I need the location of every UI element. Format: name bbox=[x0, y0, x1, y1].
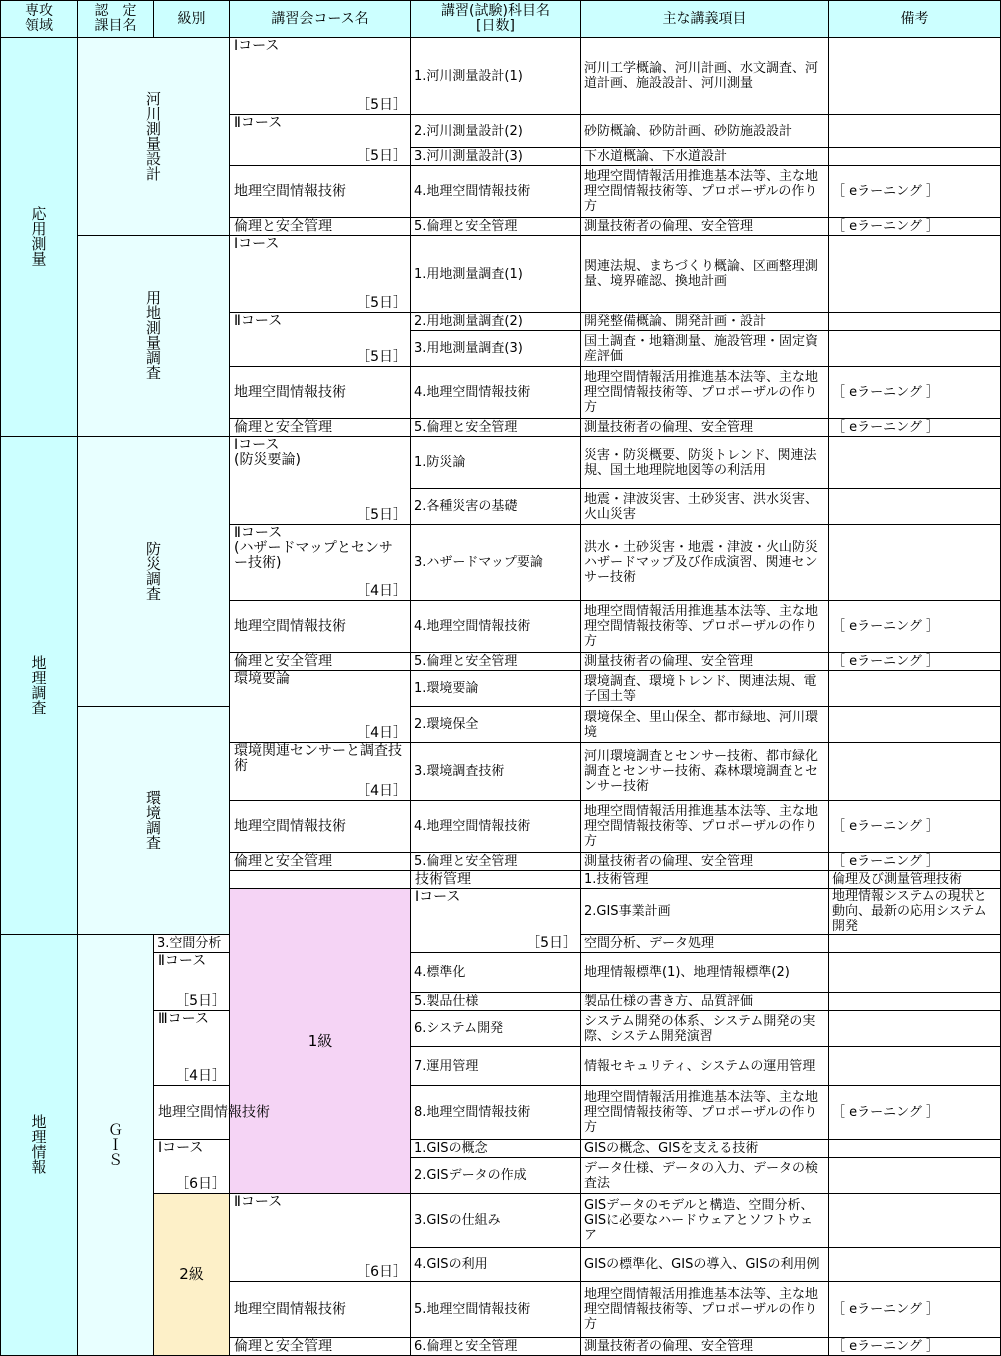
lecture-items: 測量技術者の倫理、安全管理 bbox=[581, 1338, 829, 1356]
course-days: ［4日］ bbox=[356, 783, 407, 799]
course-name: Ⅰコース bbox=[234, 236, 280, 252]
course-cell bbox=[411, 889, 581, 953]
lecture-items: 情報セキュリティ、システムの運用管理 bbox=[581, 1047, 829, 1086]
remarks bbox=[829, 1047, 1001, 1086]
remarks bbox=[829, 1140, 1001, 1158]
remarks bbox=[829, 115, 1001, 148]
remarks bbox=[829, 331, 1001, 367]
exam-subject: 4.地理空間情報技術 bbox=[411, 801, 581, 853]
certified-subject-label: 用 地 測 量 調 査 bbox=[145, 289, 161, 382]
course-days: ［4日］ bbox=[356, 583, 407, 599]
remarks: ［ eラーニング ］ bbox=[829, 653, 1001, 671]
certified-subject-label: 河 川 測 量 設 計 bbox=[145, 89, 161, 183]
course-cell bbox=[230, 313, 411, 367]
remarks: ［ eラーニング ］ bbox=[829, 419, 1001, 437]
domain-label: 地 理 調 査 bbox=[31, 653, 47, 717]
exam-subject: 1.用地測量調査(1) bbox=[411, 236, 581, 313]
remarks bbox=[829, 1194, 1001, 1248]
exam-subject: 5.倫理と安全管理 bbox=[411, 218, 581, 236]
remarks bbox=[829, 1011, 1001, 1047]
domain-cell bbox=[1, 437, 78, 935]
exam-subject: 3.河川測量設計(3) bbox=[411, 148, 581, 166]
lecture-items: 製品仕様の書き方、品質評価 bbox=[581, 993, 829, 1011]
course-cell bbox=[230, 367, 411, 419]
remarks bbox=[829, 236, 1001, 313]
header-certified-subject: 認 定 課目名 bbox=[78, 1, 154, 38]
certified-subject-cell bbox=[78, 38, 230, 236]
course-cell bbox=[154, 953, 230, 1011]
lecture-items: 下水道概論、下水道設計 bbox=[581, 148, 829, 166]
exam-subject: 3.空間分析 bbox=[154, 935, 230, 953]
lecture-items: GISデータのモデルと構造、空間分析、GISに必要なハードウェアとソフトウェア bbox=[581, 1194, 829, 1248]
remarks bbox=[829, 993, 1001, 1011]
exam-subject: 5.製品仕様 bbox=[411, 993, 581, 1011]
course-cell bbox=[230, 236, 411, 313]
lecture-items: 地理空間情報活用推進基本法等、主な地理空間情報技術等、プロポーザルの作り方 bbox=[581, 367, 829, 419]
remarks bbox=[829, 489, 1001, 525]
lecture-items: システム開発の体系、システム開発の実際、システム開発演習 bbox=[581, 1011, 829, 1047]
lecture-items: 河川環境調査とセンサー技術、都市緑化調査とセンサー技術、森林環境調査とセンサー技術 bbox=[581, 743, 829, 801]
exam-subject: 1.技術管理 bbox=[581, 871, 829, 889]
remarks bbox=[829, 525, 1001, 601]
lecture-items: 砂防概論、砂防計画、砂防施設設計 bbox=[581, 115, 829, 148]
lecture-items: 開発整備概論、開発計画・設計 bbox=[581, 313, 829, 331]
lecture-items: 測量技術者の倫理、安全管理 bbox=[581, 218, 829, 236]
certified-subject-label: 防 災 調 査 bbox=[145, 539, 161, 603]
exam-subject: 1.環境要論 bbox=[411, 671, 581, 707]
lecture-items: 地理空間情報活用推進基本法等、主な地理空間情報技術等、プロポーザルの作り方 bbox=[581, 166, 829, 218]
lecture-items: 環境調査、環境トレンド、関連法規、電子国土等 bbox=[581, 671, 829, 707]
course-name: Ⅱコース bbox=[158, 953, 207, 969]
header-remarks: 備考 bbox=[829, 1, 1001, 38]
remarks: ［ eラーニング ］ bbox=[829, 367, 1001, 419]
lecture-items: 地理空間情報活用推進基本法等、主な地理空間情報技術等、プロポーザルの作り方 bbox=[581, 801, 829, 853]
course-cell bbox=[411, 871, 581, 889]
lecture-items: 測量技術者の倫理、安全管理 bbox=[581, 653, 829, 671]
remarks bbox=[829, 707, 1001, 743]
domain-cell bbox=[1, 935, 78, 1356]
lecture-items: 地理空間情報活用推進基本法等、主な地理空間情報技術等、プロポーザルの作り方 bbox=[581, 601, 829, 653]
lecture-items: 災害・防災概要、防災トレンド、関連法規、国土地理院地図等の利活用 bbox=[581, 437, 829, 489]
exam-subject: 3.用地測量調査(3) bbox=[411, 331, 581, 367]
remarks bbox=[829, 1248, 1001, 1282]
certified-subject-label: 環 境 調 査 bbox=[145, 788, 161, 852]
course-cell bbox=[230, 743, 411, 801]
course-name: 地理空間情報技術 bbox=[234, 618, 346, 634]
table-row bbox=[1, 236, 1001, 313]
remarks: ［ eラーニング ］ bbox=[829, 166, 1001, 218]
course-cell bbox=[230, 38, 411, 115]
course-name: 地理空間情報技術 bbox=[158, 1104, 270, 1120]
exam-subject: 3.環境調査技術 bbox=[411, 743, 581, 801]
course-name: 倫理と安全管理 bbox=[234, 419, 332, 435]
exam-subject: 1.防災論 bbox=[411, 437, 581, 489]
table-row bbox=[1, 707, 1001, 743]
course-name: Ⅱコース (ハザードマップとセンサー技術) bbox=[234, 525, 393, 571]
level-cell: 1級 bbox=[230, 889, 411, 1194]
certified-subject-cell bbox=[78, 935, 154, 1356]
lecture-items: 河川工学概論、河川計画、水文調査、河道計画、施設設計、河川測量 bbox=[581, 38, 829, 115]
exam-subject: 5.倫理と安全管理 bbox=[411, 853, 581, 871]
remarks bbox=[829, 671, 1001, 707]
course-name: Ⅱコース bbox=[234, 115, 283, 131]
course-cell bbox=[230, 1338, 411, 1356]
course-cell bbox=[230, 437, 411, 525]
header-exam-subject: 講習(試験)科目名 [日数] bbox=[411, 1, 581, 38]
exam-subject: 3.GISの仕組み bbox=[411, 1194, 581, 1248]
course-cell bbox=[230, 853, 411, 871]
lecture-items: 測量技術者の倫理、安全管理 bbox=[581, 419, 829, 437]
remarks: ［ eラーニング ］ bbox=[829, 801, 1001, 853]
course-name: 倫理と安全管理 bbox=[234, 853, 332, 869]
exam-subject: 4.地理空間情報技術 bbox=[411, 166, 581, 218]
exam-subject: 5.倫理と安全管理 bbox=[411, 419, 581, 437]
header-row bbox=[1, 1, 1001, 38]
level-cell-empty bbox=[230, 871, 411, 889]
course-name: 地理空間情報技術 bbox=[234, 384, 346, 400]
course-cell bbox=[230, 1194, 411, 1282]
remarks bbox=[829, 38, 1001, 115]
course-name: Ⅰコース bbox=[415, 889, 461, 905]
course-name: 倫理と安全管理 bbox=[234, 218, 332, 234]
lecture-items: 地理情報システムの現状と動向、最新の応用システム開発 bbox=[829, 889, 1001, 935]
remarks bbox=[829, 313, 1001, 331]
exam-subject: 6.システム開発 bbox=[411, 1011, 581, 1047]
lecture-items: 測量技術者の倫理、安全管理 bbox=[581, 853, 829, 871]
lecture-items: 関連法規、まちづくり概論、区画整理測量、境界確認、換地計画 bbox=[581, 236, 829, 313]
exam-subject: 2.河川測量設計(2) bbox=[411, 115, 581, 148]
remarks bbox=[829, 148, 1001, 166]
course-cell bbox=[230, 115, 411, 166]
course-name: Ⅰコース bbox=[234, 38, 280, 54]
exam-subject: 2.環境保全 bbox=[411, 707, 581, 743]
course-days: ［4日］ bbox=[175, 1068, 226, 1084]
course-days: ［5日］ bbox=[356, 507, 407, 523]
domain-label: 地 理 情 報 bbox=[31, 1113, 47, 1176]
course-cell bbox=[154, 1140, 230, 1194]
exam-subject: 3.ハザードマップ要論 bbox=[411, 525, 581, 601]
lecture-items: GISの概念、GISを支える技術 bbox=[581, 1140, 829, 1158]
course-name: Ⅱコース bbox=[234, 313, 283, 329]
course-days: ［6日］ bbox=[356, 1264, 407, 1280]
course-name: 地理空間情報技術 bbox=[234, 818, 346, 834]
header-domain: 専攻 領域 bbox=[1, 1, 78, 38]
lecture-items: 地理空間情報活用推進基本法等、主な地理空間情報技術等、プロポーザルの作り方 bbox=[581, 1282, 829, 1338]
remarks bbox=[829, 1158, 1001, 1194]
certified-subject-label: Ｇ Ｉ Ｓ bbox=[107, 1120, 123, 1169]
course-name: Ⅰコース (防災要論) bbox=[234, 437, 301, 468]
header-course-name: 講習会コース名 bbox=[230, 1, 411, 38]
lecture-items: データ仕様、データの入力、データの検査法 bbox=[581, 1158, 829, 1194]
course-days: ［5日］ bbox=[356, 295, 407, 311]
course-name: Ⅰコース bbox=[158, 1140, 204, 1156]
header-lecture-items: 主な講義項目 bbox=[581, 1, 829, 38]
course-name: Ⅱコース bbox=[234, 1194, 283, 1210]
course-cell bbox=[230, 653, 411, 671]
course-days: ［4日］ bbox=[356, 725, 407, 741]
exam-subject: 6.倫理と安全管理 bbox=[411, 1338, 581, 1356]
lecture-items: 空間分析、データ処理 bbox=[581, 935, 829, 953]
certified-subject-cell bbox=[78, 437, 230, 707]
domain-label: 応 用 測 量 bbox=[31, 205, 47, 268]
lecture-items: 国土調査・地籍測量、施設管理・固定資産評価 bbox=[581, 331, 829, 367]
course-name: Ⅲコース bbox=[158, 1011, 209, 1027]
course-cell bbox=[154, 1011, 230, 1086]
lecture-items: 洪水・土砂災害・地震・津波・火山防災ハザードマップ及び作成演習、関連センサー技術 bbox=[581, 525, 829, 601]
lecture-items: 倫理及び測量管理技術 bbox=[829, 871, 1001, 889]
exam-subject: 4.地理空間情報技術 bbox=[411, 601, 581, 653]
exam-subject: 5.地理空間情報技術 bbox=[411, 1282, 581, 1338]
remarks bbox=[829, 437, 1001, 489]
course-name: 倫理と安全管理 bbox=[234, 1338, 332, 1354]
remarks bbox=[829, 953, 1001, 993]
course-cell bbox=[230, 218, 411, 236]
course-days: ［5日］ bbox=[356, 148, 407, 164]
course-cell bbox=[230, 801, 411, 853]
course-cell bbox=[230, 671, 411, 743]
remarks bbox=[829, 743, 1001, 801]
course-cell bbox=[230, 166, 411, 218]
certified-subject-cell bbox=[78, 707, 230, 935]
lecture-items: 地理空間情報活用推進基本法等、主な地理空間情報技術等、プロポーザルの作り方 bbox=[581, 1086, 829, 1140]
course-cell bbox=[230, 525, 411, 601]
course-days: ［5日］ bbox=[356, 97, 407, 113]
course-days: ［5日］ bbox=[526, 935, 577, 951]
certified-subject-cell bbox=[78, 236, 230, 437]
level-cell: 2級 bbox=[154, 1194, 230, 1356]
course-name: 地理空間情報技術 bbox=[234, 1301, 346, 1317]
remarks: ［ eラーニング ］ bbox=[829, 218, 1001, 236]
course-name: 倫理と安全管理 bbox=[234, 653, 332, 669]
course-name: 環境要論 bbox=[234, 671, 290, 687]
course-cell bbox=[230, 419, 411, 437]
remarks: ［ eラーニング ］ bbox=[829, 853, 1001, 871]
course-name: 環境関連センサーと調査技術 bbox=[234, 743, 402, 774]
exam-subject: 4.標準化 bbox=[411, 953, 581, 993]
lecture-items: 環境保全、里山保全、都市緑地、河川環境 bbox=[581, 707, 829, 743]
lecture-items: 地理情報標準(1)、地理情報標準(2) bbox=[581, 953, 829, 993]
exam-subject: 4.地理空間情報技術 bbox=[411, 367, 581, 419]
course-days: ［6日］ bbox=[175, 1176, 226, 1192]
exam-subject: 8.地理空間情報技術 bbox=[411, 1086, 581, 1140]
exam-subject: 1.河川測量設計(1) bbox=[411, 38, 581, 115]
course-name: 地理空間情報技術 bbox=[234, 183, 346, 199]
remarks: ［ eラーニング ］ bbox=[829, 1086, 1001, 1140]
exam-subject: 5.倫理と安全管理 bbox=[411, 653, 581, 671]
course-days: ［5日］ bbox=[356, 349, 407, 365]
header-level: 級別 bbox=[154, 1, 230, 38]
exam-subject: 2.GIS事業計画 bbox=[581, 889, 829, 935]
domain-cell bbox=[1, 38, 78, 437]
exam-subject: 1.GISの概念 bbox=[411, 1140, 581, 1158]
table-row bbox=[1, 437, 1001, 489]
remarks: ［ eラーニング ］ bbox=[829, 1282, 1001, 1338]
remarks: ［ eラーニング ］ bbox=[829, 601, 1001, 653]
exam-subject: 2.各種災害の基礎 bbox=[411, 489, 581, 525]
course-cell bbox=[230, 601, 411, 653]
exam-subject: 7.運用管理 bbox=[411, 1047, 581, 1086]
course-days: ［5日］ bbox=[175, 993, 226, 1009]
exam-subject: 2.GISデータの作成 bbox=[411, 1158, 581, 1194]
course-cell bbox=[230, 1282, 411, 1338]
lecture-items: 地震・津波災害、土砂災害、洪水災害、火山災害 bbox=[581, 489, 829, 525]
remarks: ［ eラーニング ］ bbox=[829, 1338, 1001, 1356]
exam-subject: 2.用地測量調査(2) bbox=[411, 313, 581, 331]
remarks bbox=[829, 935, 1001, 953]
course-name: 技術管理 bbox=[415, 871, 471, 887]
course-cell bbox=[154, 1086, 270, 1140]
exam-subject: 4.GISの利用 bbox=[411, 1248, 581, 1282]
table-row bbox=[1, 38, 1001, 115]
lecture-items: GISの標準化、GISの導入、GISの利用例 bbox=[581, 1248, 829, 1282]
